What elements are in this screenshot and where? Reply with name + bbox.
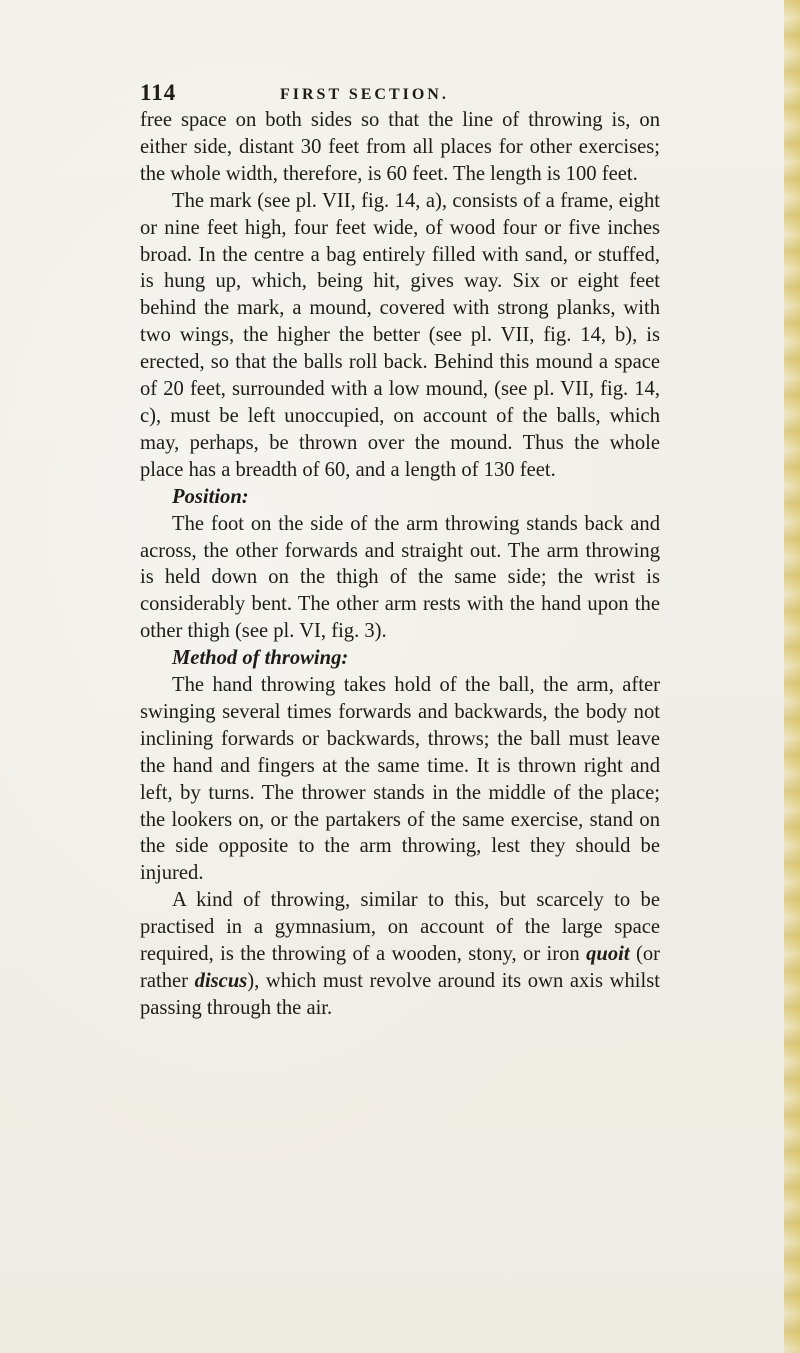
paragraph-method: The hand throwing takes hold of the ball, the arm, after swinging several times forwards and backwards, the body not inclining forwards or backwards, throws; the ball must leave the hand and fingers at the same time. It is thrown right and left, by turns. The thrower stands in the middle of the place; the lookers on, or the partakers of the same exercise, stand on the side opposite to the arm throwing, lest they should be injured. (140, 674, 660, 885)
running-head: FIRST SECTION. (280, 86, 449, 103)
paragraph-continued: free space on both sides so that the line of throwing is, on either side, distant 30 feet from all places for other exercises; the whole width, therefore, is 60 feet. The length is 100 feet. (140, 109, 660, 185)
paragraph-quoit (140, 887, 660, 1022)
body-text (140, 107, 660, 1022)
quoit-term: quoit (586, 943, 630, 966)
paragraph-position: The foot on the side of the arm throwing stands back and across, the other forwards and straight out. The arm throwing is held down on the thigh of the same side; the wrist is considerably bent. The other arm rests with the hand upon the other thigh (see pl. VI, fig. 3). (140, 512, 660, 643)
quoit-text-a: A kind of throwing, similar to this, but scarcely to be practised in a gymnasium, on account of the large space required, is the throwing of a wooden, stony, or iron (140, 889, 660, 966)
page-number: 114 (140, 80, 177, 105)
quoit-text-b: (or rather (140, 943, 660, 992)
discus-term: discus (194, 970, 248, 992)
heading-position: Position: (172, 485, 249, 508)
quoit-text-c: ), which must revolve around its own axis whilst passing through the air. (140, 970, 660, 1019)
heading-method-of-throwing: Method of throwing: (172, 647, 349, 670)
paragraph-mark: The mark (see pl. VII, fig. 14, a), consists of a frame, eight or nine feet high, four feet wide, of wood four or five inches broad. In the centre a bag entirely filled with sand, or stuffed, is hung up, which, being hit, gives way. Six or eight feet behind the mark, a mound, covered with strong planks, with two wings, the higher the better (see pl. VII, fig. 14, b), is erected, so that the balls roll back. Behind this mound a space of 20 feet, surrounded with a low mound, (see pl. VII, fig. 14, c), must be left unoccupied, on account of the balls, which may, perhaps, be thrown over the mound. Thus the whole place has a breadth of 60, and a length of 130 feet. (140, 189, 660, 481)
page-edge-stain (784, 0, 800, 1353)
